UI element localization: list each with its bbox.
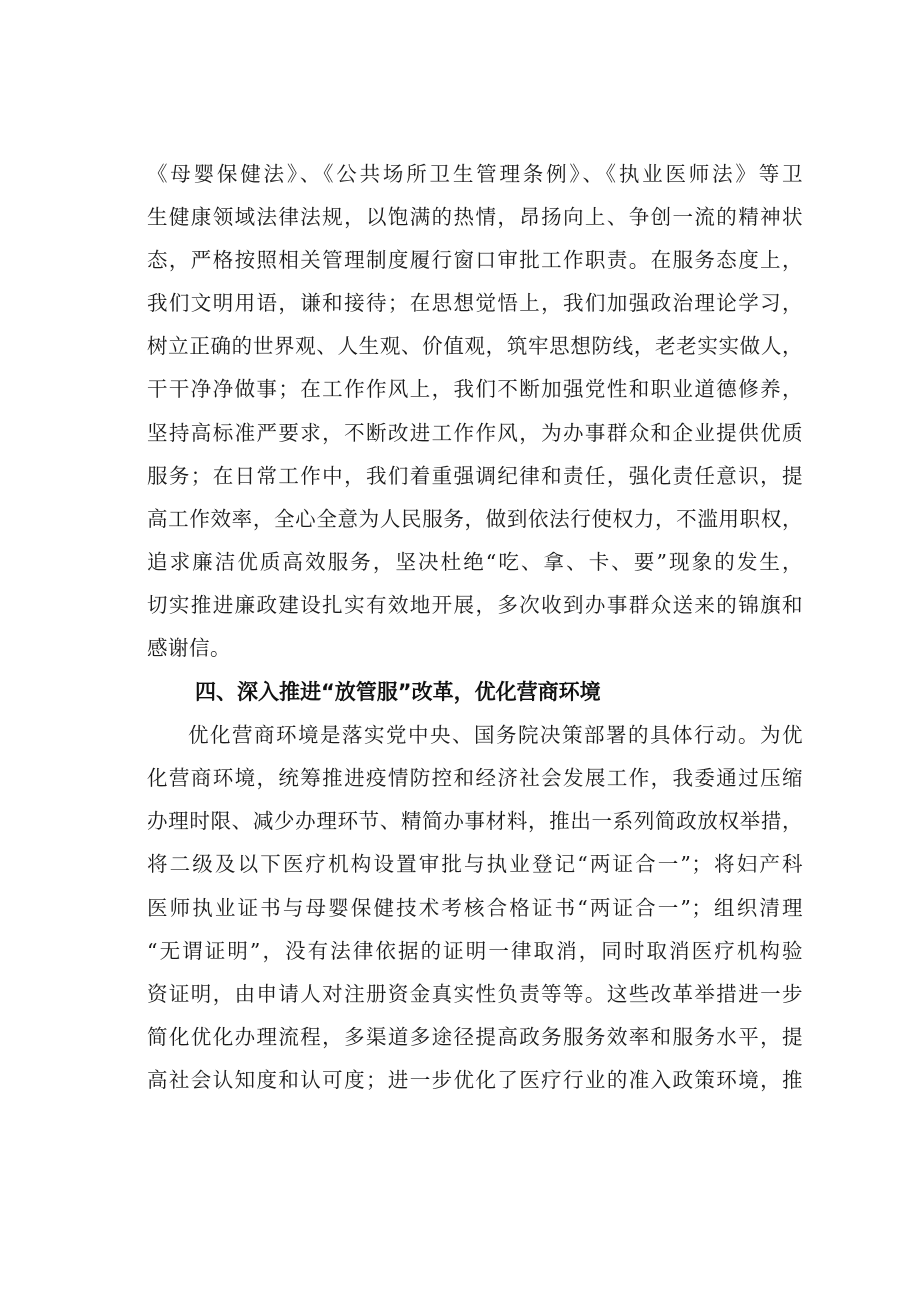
paragraph-line: 资证明，由申请人对注册资金真实性负责等等。这些改革举措进一步 <box>147 981 803 1006</box>
paragraph-line: 办理时限、减少办理环节、精简办事材料，推出一系列简政放权举措， <box>147 809 803 834</box>
paragraph-line: 《母婴保健法》、《公共场所卫生管理条例》、《执业医师法》等卫 <box>147 162 803 186</box>
paragraph-line: 将二级及以下医疗机构设置审批与执业登记“两证合一”；将妇产科 <box>147 852 803 877</box>
paragraph-line: 干干净净做事；在工作作风上，我们不断加强党性和职业道德修养， <box>147 377 803 402</box>
paragraph-line: 追求廉洁优质高效服务，坚决杜绝“吃、拿、卡、要”现象的发生， <box>147 549 803 574</box>
paragraph-line: 优化营商环境是落实党中央、国务院决策部署的具体行动。为优 <box>188 723 803 748</box>
paragraph-line: 服务；在日常工作中，我们着重强调纪律和责任，强化责任意识，提 <box>147 463 803 488</box>
paragraph-line: 我们文明用语，谦和接待；在思想觉悟上，我们加强政治理论学习， <box>147 291 803 316</box>
paragraph-line: 医师执业证书与母婴保健技术考核合格证书“两证合一”；组织清理 <box>147 895 803 920</box>
paragraph-line: 坚持高标准严要求，不断改进工作作风，为办事群众和企业提供优质 <box>147 420 803 445</box>
paragraph-line: “无谓证明”，没有法律依据的证明一律取消，同时取消医疗机构验 <box>147 938 803 963</box>
body-paragraph-1 <box>147 153 803 670</box>
paragraph-line: 感谢信。 <box>147 636 231 661</box>
section-heading: 四、深入推进“放管服”改革，优化营商环境 <box>195 680 601 705</box>
paragraph-line: 化营商环境，统筹推进疫情防控和经济社会发展工作，我委通过压缩 <box>147 766 803 791</box>
paragraph-line: 树立正确的世界观、人生观、价值观，筑牢思想防线，老老实实做人， <box>147 334 803 359</box>
paragraph-line: 简化优化办理流程，多渠道多途径提高政务服务效率和服务水平，提 <box>147 1024 803 1049</box>
paragraph-line: 生健康领域法律法规，以饱满的热情，昂扬向上、争创一流的精神状 <box>147 205 803 230</box>
paragraph-line: 切实推进廉政建设扎实有效地开展，多次收到办事群众送来的锦旗和 <box>147 592 803 617</box>
paragraph-line: 高工作效率，全心全意为人民服务，做到依法行使权力，不滥用职权， <box>147 506 803 531</box>
body-paragraph-2 <box>147 714 803 1102</box>
document-body <box>147 153 803 1102</box>
paragraph-line: 高社会认知度和认可度；进一步优化了医疗行业的准入政策环境，推 <box>147 1067 803 1092</box>
paragraph-line: 态，严格按照相关管理制度履行窗口审批工作职责。在服务态度上， <box>147 248 803 273</box>
